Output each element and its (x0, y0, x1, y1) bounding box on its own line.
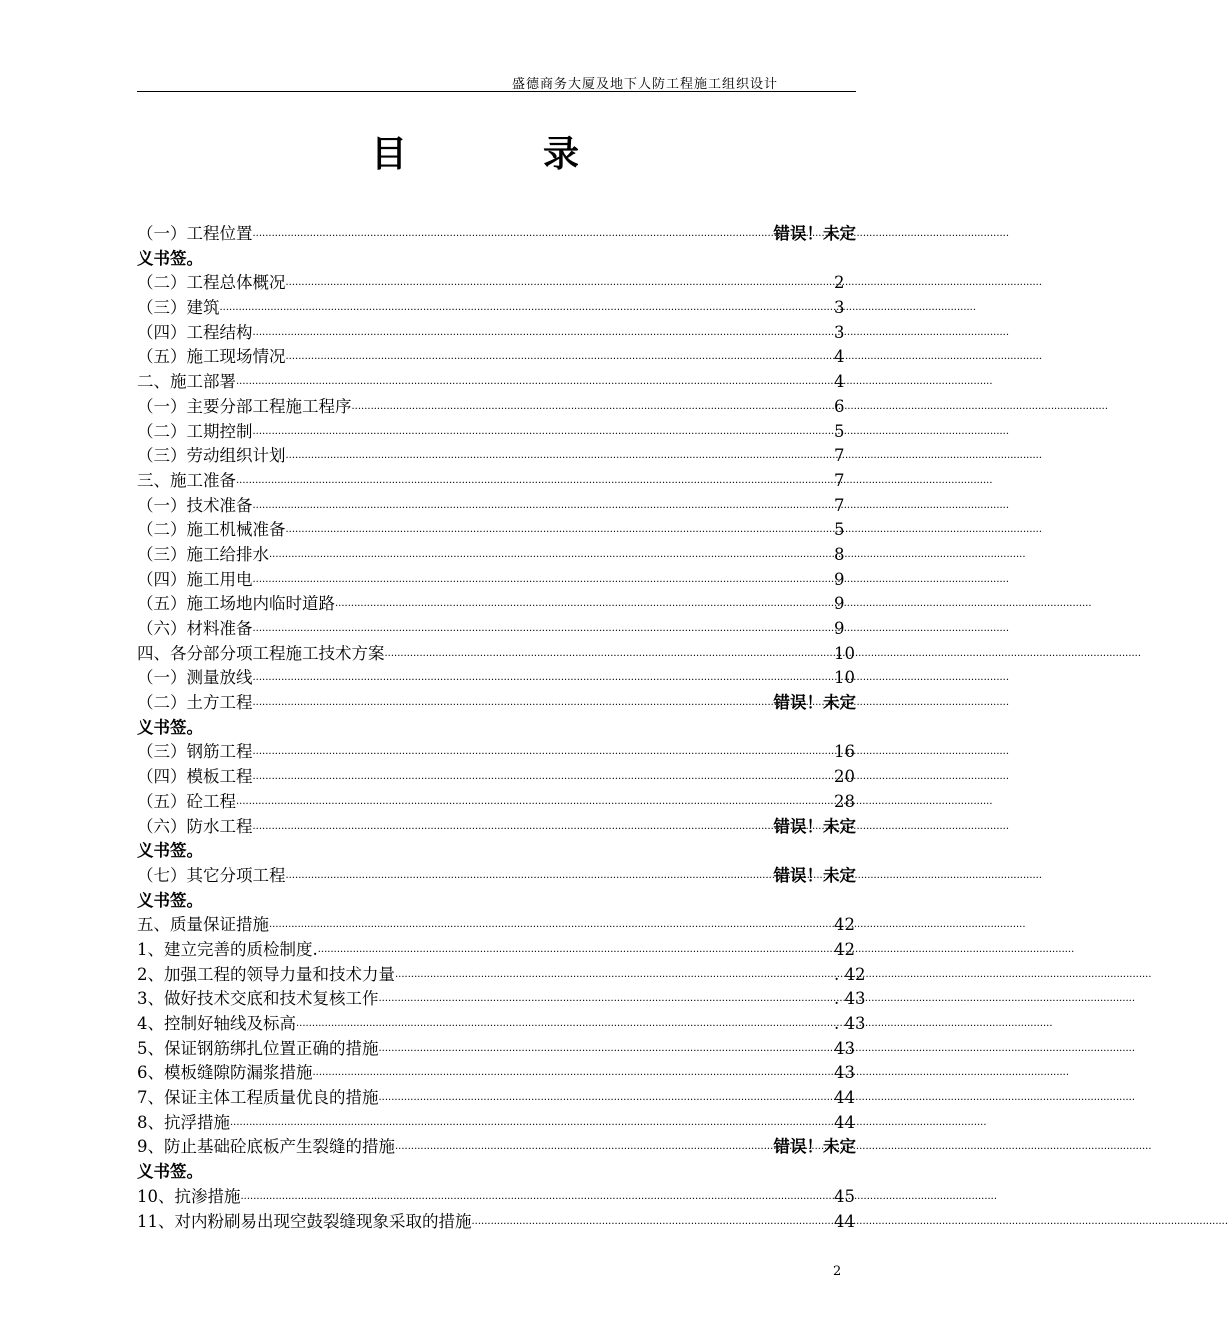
toc-entry-page: 7 (834, 470, 845, 490)
toc-entry-label: （四）模板工程 (137, 767, 253, 787)
toc-entry-continuation: 义书签。 (137, 841, 203, 861)
toc-entry-page: 8 (834, 544, 845, 564)
toc-entry-label: （五）砼工程 (137, 791, 236, 811)
header-divider (137, 91, 856, 92)
toc-entry-page: 7 (834, 495, 845, 515)
toc-entry-label: （三）施工给排水 (137, 544, 269, 564)
page-title: 目 录 (370, 133, 629, 175)
toc-entry-page: 错误！未定 (773, 865, 856, 885)
toc-entry-page: 44 (834, 1112, 855, 1132)
toc-entry[interactable] (137, 543, 856, 568)
page-number: 2 (833, 1264, 842, 1279)
toc-entry-label: 11、对内粉刷易出现空鼓裂缝现象采取的措施 (137, 1211, 472, 1231)
toc-entry-page: 10 (834, 643, 855, 663)
toc-entry-label: 7、保证主体工程质量优良的措施 (137, 1088, 379, 1108)
toc-entry-page: 3 (834, 322, 845, 342)
toc-dot-leader (236, 793, 832, 818)
toc-entry[interactable] (137, 271, 856, 296)
toc-entry[interactable] (137, 420, 856, 445)
toc-dot-leader (286, 274, 833, 299)
toc-dot-leader (472, 1213, 833, 1238)
toc-entry-label: 2、加强工程的领导力量和技术力量 (137, 964, 395, 984)
toc-dot-leader (395, 966, 832, 991)
toc-entry-page: 44 (834, 1211, 855, 1231)
toc-dot-leader (220, 299, 833, 324)
toc-dot-leader (269, 546, 832, 571)
toc-dot-leader (253, 768, 833, 793)
toc-dot-leader (286, 348, 833, 373)
toc-dot-leader (253, 324, 833, 349)
toc-entry[interactable] (137, 494, 856, 519)
toc-dot-leader (385, 645, 833, 670)
toc-dot-leader (253, 694, 772, 719)
toc-entry-page: 5 (834, 520, 845, 540)
toc-entry[interactable] (137, 222, 856, 247)
toc-entry-label: （二）工程总体概况 (137, 273, 286, 293)
toc-dot-leader (379, 1089, 833, 1114)
toc-entry-label: 6、模板缝隙防漏浆措施 (137, 1063, 313, 1083)
toc-entry-label: 1、建立完善的质检制度. (137, 939, 318, 959)
toc-entry[interactable] (137, 765, 856, 790)
toc-entry-label: （三）劳动组织计划 (137, 446, 286, 466)
toc-entry[interactable] (137, 938, 856, 963)
toc-entry[interactable] (137, 592, 856, 617)
toc-dot-leader (253, 571, 833, 596)
toc-entry-label: （二）施工机械准备 (137, 520, 286, 540)
toc-entry[interactable] (137, 1210, 856, 1235)
toc-entry-label: 四、各分部分项工程施工技术方案 (137, 643, 385, 663)
toc-entry-page: 错误！未定 (773, 816, 856, 836)
toc-entry[interactable] (137, 617, 856, 642)
toc-entry-label: 5、保证钢筋绑扎位置正确的措施 (137, 1038, 379, 1058)
toc-entry-page: 错误！未定 (773, 693, 856, 713)
toc-entry-continuation: 义书签。 (137, 890, 203, 910)
toc-dot-leader (395, 1138, 772, 1163)
toc-entry[interactable] (137, 296, 856, 321)
toc-entry-page: 43 (834, 1038, 855, 1058)
toc-dot-leader (253, 423, 833, 448)
toc-dot-leader (286, 867, 772, 892)
toc-entry-label: （一）主要分部工程施工程序 (137, 396, 352, 416)
toc-entry-page: 43 (834, 1063, 855, 1083)
toc-entry-label: 五、质量保证措施 (137, 915, 269, 935)
toc-entry-page: 9 (834, 594, 845, 614)
toc-entry-label: （四）工程结构 (137, 322, 253, 342)
toc-dot-leader (313, 1064, 833, 1089)
toc-entry-page: 45 (834, 1186, 855, 1206)
toc-entry-page: 28 (834, 791, 855, 811)
toc-entry-continuation: 义书签。 (137, 248, 203, 268)
toc-dot-leader (269, 916, 832, 941)
toc-dot-leader (253, 225, 772, 250)
toc-entry[interactable] (137, 345, 856, 370)
toc-entry-page: 5 (834, 421, 845, 441)
toc-entry[interactable] (137, 321, 856, 346)
toc-entry-label: 4、控制好轴线及标高 (137, 1014, 296, 1033)
toc-entry[interactable] (137, 1012, 866, 1037)
toc-entry-label: （二）土方工程 (137, 693, 253, 713)
toc-entry-label: 3、做好技术交底和技术复核工作 (137, 989, 379, 1009)
table-of-contents (137, 222, 866, 1234)
toc-dot-leader (253, 743, 833, 768)
toc-entry[interactable] (137, 1185, 856, 1210)
toc-dot-leader (379, 1040, 833, 1065)
toc-entry-page: 4 (834, 347, 845, 367)
toc-entry-continuation: 义书签。 (137, 717, 203, 737)
toc-entry-label: （一）工程位置 (137, 224, 253, 243)
toc-entry-page: . 42 (834, 964, 866, 984)
toc-entry-label: （五）施工现场情况 (137, 347, 286, 367)
toc-dot-leader (286, 521, 833, 546)
toc-entry[interactable] (137, 444, 856, 469)
toc-dot-leader (236, 472, 832, 497)
toc-entry-page: . 43 (834, 989, 866, 1009)
toc-entry-label: （二）工期控制 (137, 421, 253, 441)
toc-dot-leader (286, 447, 833, 472)
toc-entry[interactable] (137, 963, 866, 988)
toc-entry[interactable] (137, 666, 856, 691)
toc-entry[interactable] (137, 518, 856, 543)
toc-entry-label: （三）建筑 (137, 298, 220, 318)
toc-entry-label: 三、施工准备 (137, 470, 236, 490)
toc-dot-leader (253, 497, 833, 522)
toc-entry-page: 9 (834, 619, 845, 638)
toc-entry-page: 42 (834, 915, 855, 935)
toc-entry-label: （五）施工场地内临时道路 (137, 594, 335, 614)
toc-entry-label: （六）材料准备 (137, 619, 253, 638)
toc-dot-leader (335, 595, 832, 620)
toc-dot-leader (379, 990, 833, 1015)
document-header-title: 盛德商务大厦及地下人防工程施工组织设计 (511, 77, 778, 92)
toc-entry-label: 9、防止基础砼底板产生裂缝的措施 (137, 1137, 395, 1157)
toc-entry[interactable] (137, 790, 856, 815)
toc-entry[interactable] (137, 642, 856, 667)
toc-entry-page: 7 (834, 446, 845, 466)
toc-entry-label: 8、抗浮措施 (137, 1112, 230, 1132)
toc-entry[interactable] (137, 395, 856, 420)
toc-entry-page: 错误！未定 (773, 224, 856, 243)
toc-entry-label: （六）防水工程 (137, 816, 253, 836)
toc-entry-label: 10、抗渗措施 (137, 1186, 241, 1206)
toc-entry-page: 16 (834, 742, 855, 762)
toc-entry[interactable] (137, 370, 856, 395)
toc-entry-label: （三）钢筋工程 (137, 742, 253, 762)
toc-entry-label: （四）施工用电 (137, 569, 253, 589)
toc-entry[interactable] (137, 987, 866, 1012)
toc-entry-page: 10 (834, 668, 855, 688)
toc-entry[interactable] (137, 691, 856, 716)
toc-entry[interactable] (137, 469, 856, 494)
toc-entry-label: 二、施工部署 (137, 372, 236, 392)
toc-entry-page: . 43 (834, 1014, 866, 1033)
toc-entry[interactable] (137, 740, 856, 765)
toc-entry[interactable] (137, 1037, 856, 1062)
toc-dot-leader (253, 669, 833, 694)
toc-entry-label: （一）测量放线 (137, 668, 253, 688)
toc-entry[interactable] (137, 1086, 856, 1111)
toc-entry[interactable] (137, 815, 856, 840)
toc-dot-leader (352, 398, 833, 423)
toc-entry-continuation: 义书签。 (137, 1162, 203, 1182)
toc-entry-page: 44 (834, 1088, 855, 1108)
toc-entry-page: 20 (834, 767, 855, 787)
toc-entry-page: 9 (834, 569, 845, 589)
toc-entry[interactable] (137, 913, 856, 938)
toc-entry-label: （七）其它分项工程 (137, 865, 286, 885)
toc-entry-page: 错误！未定 (773, 1137, 856, 1157)
toc-entry-label: （一）技术准备 (137, 495, 253, 515)
toc-entry[interactable] (137, 568, 856, 593)
toc-entry[interactable] (137, 1061, 856, 1086)
toc-entry[interactable] (137, 1111, 856, 1136)
toc-entry-page: 3 (834, 298, 845, 318)
toc-entry-page: 4 (834, 372, 845, 392)
toc-entry-page: 42 (834, 939, 855, 959)
toc-entry-page: 2 (834, 273, 845, 293)
toc-entry[interactable] (137, 864, 856, 889)
toc-entry-page: 6 (834, 396, 845, 416)
toc-dot-leader (253, 818, 772, 843)
toc-entry[interactable] (137, 1135, 856, 1160)
